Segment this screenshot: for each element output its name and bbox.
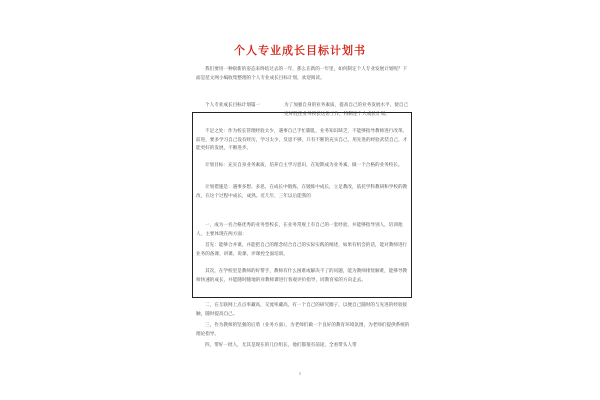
after-paragraph-1: 二，在互联网上点点率藏高，交流率藏高，有一个自己的研究圈子，以便自己随时的与先进的经验接触，随时提高自己。 <box>196 303 408 317</box>
boxed-paragraph-1: 为了加强自身的业务素质，提高自己的业务发展水平，使自己更好胜任业务校长这份工作，特制定个人成长计划。 <box>284 103 409 117</box>
page-number: 1 <box>298 371 302 376</box>
section-heading: 个人专业成长目标计划篇一 <box>205 103 261 108</box>
boxed-paragraph-7: 其次，在学校里是教师的好帮手，教师有什么困难或解决不了的问题，能为教师排忧解难，能够导教师快速的成长，并能随时随地的对教师课进行客观评价指导，同教育家的方向走去。 <box>196 269 408 283</box>
boxed-paragraph-2: 不足之处：作为校长管理经验太少，遇事自己手忙脚乱，业务知识缺乏，不能够指导教师进行改革。前进，要多学习自己没有经历，学习太少，反思不够，只有不断的充实自己，用先进的经验武装自己，才能更好的发展，不断进步。 <box>196 129 408 152</box>
boxed-paragraph-6: 首先：能够合并课，并能把自己的理念结合自己的实际实践的阐述，如果有机会的话，能对教师进行业务的备课、讲课、说课、评课控全面培训。 <box>196 243 408 257</box>
document-title: 个人专业成长目标计划书 <box>234 44 366 57</box>
boxed-paragraph-5: 一，成为一名合格优秀的业务型校长，在业务常规上有自己的一套经验，并能够指导别人，培训他人，主要体现在两方面： <box>196 223 403 237</box>
boxed-paragraph-4: 计划措施是：遇事多想、多思，在成长中锻炼，在锻炼中成长，立足教改，依托学科教研和学校的教改，在这个过程中成长，成熟。近几年，三年以后能我的 <box>196 185 408 199</box>
after-paragraph-3: 四，带好一批人，尤其是现在的几位组长，他们都很有前途，全看带头人带 <box>205 343 357 348</box>
intro-paragraph: 我们要用一种崭新的姿态来终结过去的一年，那么在新的一年里，如何制定个人专业发展计划呢？下面是范文网小编收集整理的个人专业成长目标计划，欢迎阅读。 <box>196 67 408 81</box>
boxed-paragraph-3: 计划目标：充实自身业务素质，培养自主学习意识，在短期成为业务素，做一个合格的业务校长。 <box>205 163 403 168</box>
after-paragraph-2: 三，作为教师的坚强的后盾（业务方面），为老师们做一个良好的教育环境氛围，为老师们提供系统的理论指导。 <box>196 323 410 337</box>
